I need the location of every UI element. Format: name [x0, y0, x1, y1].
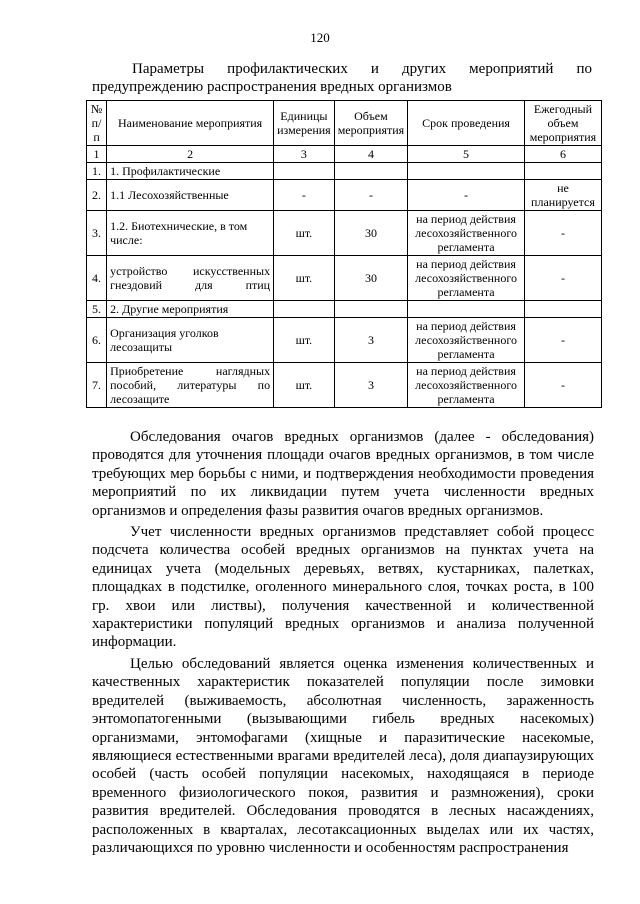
row-term: на период действия лесохозяйственного регламента — [408, 363, 525, 408]
row-volume — [334, 301, 407, 318]
row-unit — [274, 163, 335, 180]
col-number: 1 — [87, 146, 107, 163]
row-volume: 3 — [334, 318, 407, 363]
body-text — [92, 428, 594, 857]
row-name: 1. Профилактические — [107, 163, 274, 180]
table-caption — [92, 60, 592, 96]
header-name: Наименование мероприятия — [107, 101, 274, 146]
col-number: 2 — [107, 146, 274, 163]
table-header-row — [87, 101, 602, 146]
row-annual: - — [524, 318, 601, 363]
col-number: 4 — [334, 146, 407, 163]
paragraph: Обследования очагов вредных организмов (далее - обследования) проводятся для уточнения площади очагов вредных организмов, в том числе требующих мер борьбы с ними, и подтверждения необходимости проведения мероприятий по их ликвидации путем учета численности вредных организмов и определения фазы развития очагов вредных организмов. — [92, 429, 594, 519]
table-row — [87, 163, 602, 180]
header-unit: Единицы измерения — [274, 101, 335, 146]
paragraph: Целью обследований является оценка изменения количественных и качественных характеристик показателей популяции после зимовки вредителей (выживаемость, абсолютная численность, зараженность энтомопатогенными (вызывающими гибель вредных насекомых) организмами, энтомофагами (хищные и паразитические насекомые, являющиеся естественными врагами вредителей леса), доля диапаузирующих особей (часть особей популяции насекомых, находящаяся в периоде временного физиологического покоя, развития и размножения), сроки развития вредителей. Обследования проводятся в лесных насаждениях, расположенных в кварталах, лесотаксационных выделах или их частях, различающихся по уровню численности и особенностям распространения — [92, 655, 594, 856]
table-row — [87, 318, 602, 363]
row-volume — [334, 163, 407, 180]
measures-table — [86, 100, 602, 408]
row-volume: 30 — [334, 256, 407, 301]
caption-line-2: предупреждению распространения вредных организмов — [92, 79, 452, 95]
row-volume: 30 — [334, 211, 407, 256]
column-numbers-row — [87, 146, 602, 163]
paragraph: Учет численности вредных организмов представляет собой процесс подсчета количества особей вредных организмов на пунктах учета на единицах учета (модельных деревьях, ветвях, кустарниках, палетках, площадках в подстилке, оголенного минерального слоя, точках роста, в 100 гр. хвои или листвы), получения качественной и количественной характеристики популяций вредных организмов и анализа полученной информации. — [92, 524, 594, 651]
row-annual — [524, 301, 601, 318]
row-unit: шт. — [274, 256, 335, 301]
header-volume: Объем мероприятия — [334, 101, 407, 146]
row-unit: - — [274, 180, 335, 211]
table-row — [87, 211, 602, 256]
row-term — [408, 301, 525, 318]
table-row — [87, 256, 602, 301]
row-num: 7. — [87, 363, 107, 408]
row-name: 1.1 Лесохозяйственные — [107, 180, 274, 211]
row-num: 2. — [87, 180, 107, 211]
col-number: 5 — [408, 146, 525, 163]
caption-line-1: Параметры профилактических и других мероприятий по — [132, 61, 592, 77]
row-unit: шт. — [274, 363, 335, 408]
row-name: Организация уголков лесозащиты — [107, 318, 274, 363]
row-num: 1. — [87, 163, 107, 180]
row-name: 2. Другие мероприятия — [107, 301, 274, 318]
table-row — [87, 180, 602, 211]
col-number: 3 — [274, 146, 335, 163]
row-term — [408, 163, 525, 180]
row-volume: - — [334, 180, 407, 211]
row-unit: шт. — [274, 318, 335, 363]
col-number: 6 — [524, 146, 601, 163]
row-annual: - — [524, 211, 601, 256]
row-name: Приобретение наглядных пособий, литературы по лесозащите — [107, 363, 274, 408]
row-name: 1.2. Биотехнические, в том числе: — [107, 211, 274, 256]
header-num: № п/п — [87, 101, 107, 146]
header-term: Срок проведения — [408, 101, 525, 146]
row-num: 6. — [87, 318, 107, 363]
row-term: на период действия лесохозяйственного регламента — [408, 256, 525, 301]
header-annual: Ежегодный объем мероприятия — [524, 101, 601, 146]
row-annual: - — [524, 363, 601, 408]
row-term: - — [408, 180, 525, 211]
page-number: 120 — [310, 30, 330, 45]
row-volume: 3 — [334, 363, 407, 408]
row-num: 4. — [87, 256, 107, 301]
row-annual: - — [524, 256, 601, 301]
row-unit: шт. — [274, 211, 335, 256]
row-name: устройство искусственных гнездовий для птиц — [107, 256, 274, 301]
row-unit — [274, 301, 335, 318]
table-row — [87, 301, 602, 318]
row-annual: не планируется — [524, 180, 601, 211]
row-annual — [524, 163, 601, 180]
table-row — [87, 363, 602, 408]
row-term: на период действия лесохозяйственного регламента — [408, 318, 525, 363]
row-num: 5. — [87, 301, 107, 318]
row-num: 3. — [87, 211, 107, 256]
row-term: на период действия лесохозяйственного регламента — [408, 211, 525, 256]
